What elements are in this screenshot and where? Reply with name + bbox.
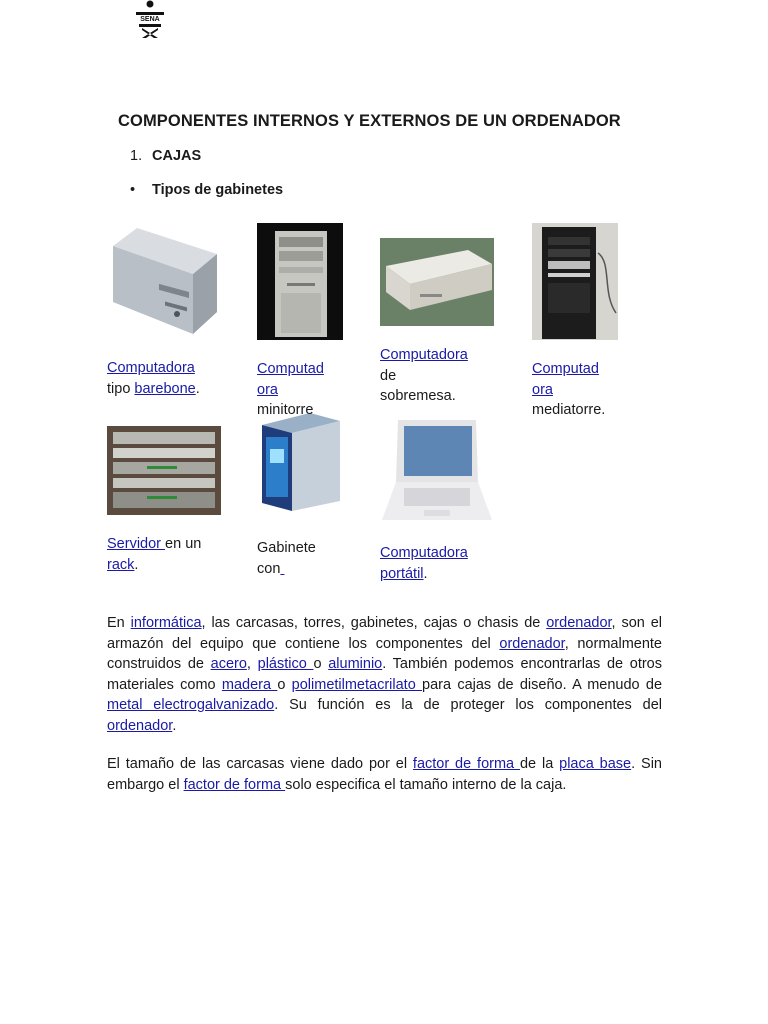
caption-text: en un — [165, 536, 202, 552]
caption-text: sobremesa. — [380, 388, 456, 404]
para-text: , las carcasas, torres, gabinetes, cajas o chasis de — [201, 615, 547, 631]
link-aluminio[interactable]: aluminio — [328, 656, 383, 672]
para-text: El tamaño de las carcasas viene dado por el — [107, 756, 413, 772]
link-computadora[interactable]: Computad — [257, 361, 324, 377]
link-ordenador[interactable]: ordenador — [499, 635, 565, 652]
link-barebone[interactable]: barebone — [134, 380, 196, 397]
link-placa-base[interactable]: placa base — [559, 756, 632, 772]
para-text: para cajas de diseño. A menudo de — [422, 676, 663, 693]
link-madera[interactable]: madera — [221, 676, 278, 693]
minitower-case-image — [257, 223, 343, 340]
caption-text: . — [134, 556, 139, 573]
link-acero[interactable]: acero — [210, 656, 247, 672]
caption-text: . — [423, 565, 428, 582]
laptop-image — [380, 416, 494, 526]
caption-sobremesa — [380, 345, 490, 407]
para-text: , son el armazón del equipo que contiene los componentes del — [107, 615, 662, 652]
lit-case-image — [258, 409, 342, 513]
caption-text: de — [380, 367, 397, 384]
link-factor-de-forma[interactable]: factor de forma — [183, 776, 286, 793]
paragraph-tamano — [107, 754, 662, 795]
para-text: o — [277, 676, 292, 693]
link-informatica[interactable]: informática — [130, 615, 202, 631]
link-ordenador[interactable]: ordenador — [546, 615, 612, 631]
link-computadora[interactable]: Computadora — [380, 347, 468, 363]
link-polimetilmetacrilato[interactable]: polimetilmetacrilato — [291, 676, 423, 693]
para-text: , normalmente construidos de — [107, 635, 662, 672]
link-computadora[interactable]: Computadora — [107, 360, 195, 376]
paragraph-carcasas — [107, 613, 662, 736]
caption-text: mediatorre. — [532, 402, 606, 418]
link-plastico[interactable]: plástico — [257, 656, 314, 672]
link-factor-de-forma[interactable]: factor de forma — [412, 756, 520, 772]
bullet-list-item — [130, 182, 283, 198]
para-text: . Su función es la de proteger los componentes del — [274, 697, 662, 713]
link-ordenador[interactable]: ordenador — [107, 717, 173, 734]
logo-text: SENA — [140, 16, 160, 23]
link-servidor[interactable]: Servidor — [107, 536, 166, 552]
caption-mediatorre — [532, 359, 622, 421]
link-blank[interactable] — [280, 561, 284, 577]
caption-text: tipo — [107, 380, 135, 397]
caption-servidor — [107, 534, 227, 575]
caption-text: con — [257, 560, 281, 577]
list-number: 1. — [130, 148, 143, 164]
link-computadora[interactable]: ora — [257, 381, 278, 398]
midtower-case-image — [532, 223, 618, 340]
link-portatil[interactable]: portátil — [380, 565, 424, 582]
sena-logo-icon — [130, 0, 170, 40]
rack-server-image — [107, 426, 221, 515]
bullet-symbol: • — [130, 182, 136, 198]
list-label: CAJAS — [152, 148, 202, 164]
link-computadora[interactable]: Computad — [532, 361, 599, 377]
para-text: , — [246, 656, 258, 672]
para-text: solo especifica el tamaño interno de la caja. — [285, 776, 567, 793]
para-text: En — [107, 615, 131, 631]
caption-barebone — [107, 358, 227, 399]
numbered-list-item — [130, 148, 201, 164]
caption-portatil — [380, 543, 500, 584]
barebone-case-image — [107, 224, 219, 336]
link-metal-electrogalvanizado[interactable]: metal electrogalvanizado — [107, 697, 275, 713]
caption-text: Gabinete — [257, 540, 316, 556]
caption-gabinete — [257, 538, 347, 579]
para-text: de la — [519, 756, 560, 772]
link-rack[interactable]: rack — [107, 556, 135, 573]
caption-text: . — [195, 380, 200, 397]
desktop-case-image — [380, 238, 494, 326]
link-computadora[interactable]: Computadora — [380, 545, 468, 561]
para-text: . — [172, 717, 177, 734]
link-computadora[interactable]: ora — [532, 381, 553, 398]
caption-text: minitorre — [257, 402, 314, 418]
caption-minitorre — [257, 359, 343, 421]
para-text: o — [313, 656, 329, 672]
para-text: . También podemos encontrarlas de otros materiales como — [107, 656, 662, 693]
para-text: . Sin embargo el — [107, 756, 662, 793]
bullet-label: Tipos de gabinetes — [152, 182, 284, 198]
page-title: COMPONENTES INTERNOS Y EXTERNOS DE UN ORDENADOR — [118, 112, 621, 130]
